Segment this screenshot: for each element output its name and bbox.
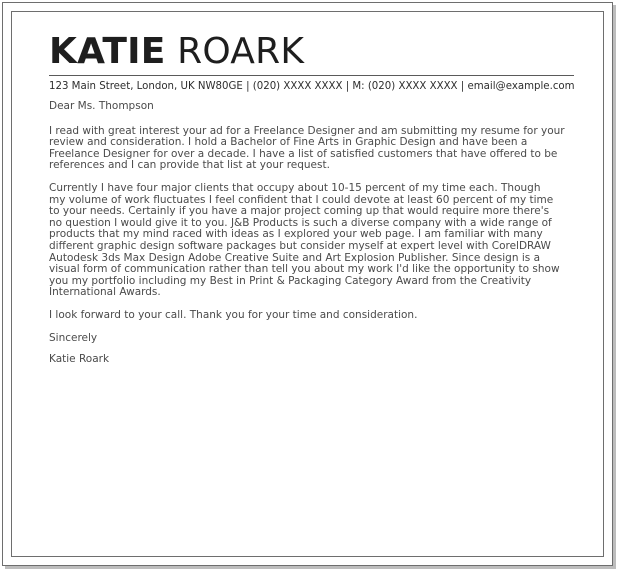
text-line: visual form of communication rather than tell you about my work I'd like the opportunity to show (49, 263, 560, 276)
cover-letter (49, 30, 574, 366)
paragraph-2 (49, 183, 574, 299)
text-line: references and I can provide that list at your request. (49, 159, 330, 172)
text-line: my volume of work fluctuates I feel confident that I could devote at least 60 percent of my time (49, 193, 554, 206)
first-name: KATIE (49, 31, 166, 72)
text-line: products that my mind raced with ideas as I explored your web page. I am familiar with many (49, 228, 543, 241)
contact-line: 123 Main Street, London, UK NW80GE | (020) XXXX XXXX | M: (020) XXXX XXXX | email@example.com (49, 75, 574, 93)
text-line: I look forward to your call. Thank you for your time and consideration. (49, 308, 418, 321)
text-line: no question I would give it to you. J&B Products is such a diverse company with a wide range of (49, 216, 552, 229)
closing: Sincerely (49, 331, 98, 344)
signature-name: Katie Roark (49, 353, 110, 366)
text-line: different graphic design software packages but consider myself at expert level with CorelDRAW (49, 239, 551, 252)
paragraph-3 (49, 310, 574, 322)
text-line: to your needs. Certainly if you have a major project coming up that would require more there's (49, 205, 550, 218)
text-line: review and consideration. I hold a Bachelor of Fine Arts in Graphic Design and have been a (49, 136, 528, 149)
text-line: you my portfolio including my Best in Print & Packaging Category Award from the Creativity (49, 274, 532, 287)
text-line: Freelance Designer for over a decade. I have a list of satisfied customers that have offered to be (49, 147, 558, 160)
text-line: I read with great interest your ad for a Freelance Designer and am submitting my resume for your (49, 124, 565, 137)
text-line: Currently I have four major clients that occupy about 10-15 percent of my time each. Though (49, 181, 541, 194)
last-name: ROARK (177, 31, 305, 72)
salutation: Dear Ms. Thompson (49, 100, 154, 112)
text-line: International Awards. (49, 286, 161, 299)
paragraph-1 (49, 126, 574, 172)
name-heading (49, 30, 574, 74)
text-line: Autodesk 3ds Max Design Adobe Creative Suite and Art Explosion Publisher. Since design is a (49, 251, 540, 264)
